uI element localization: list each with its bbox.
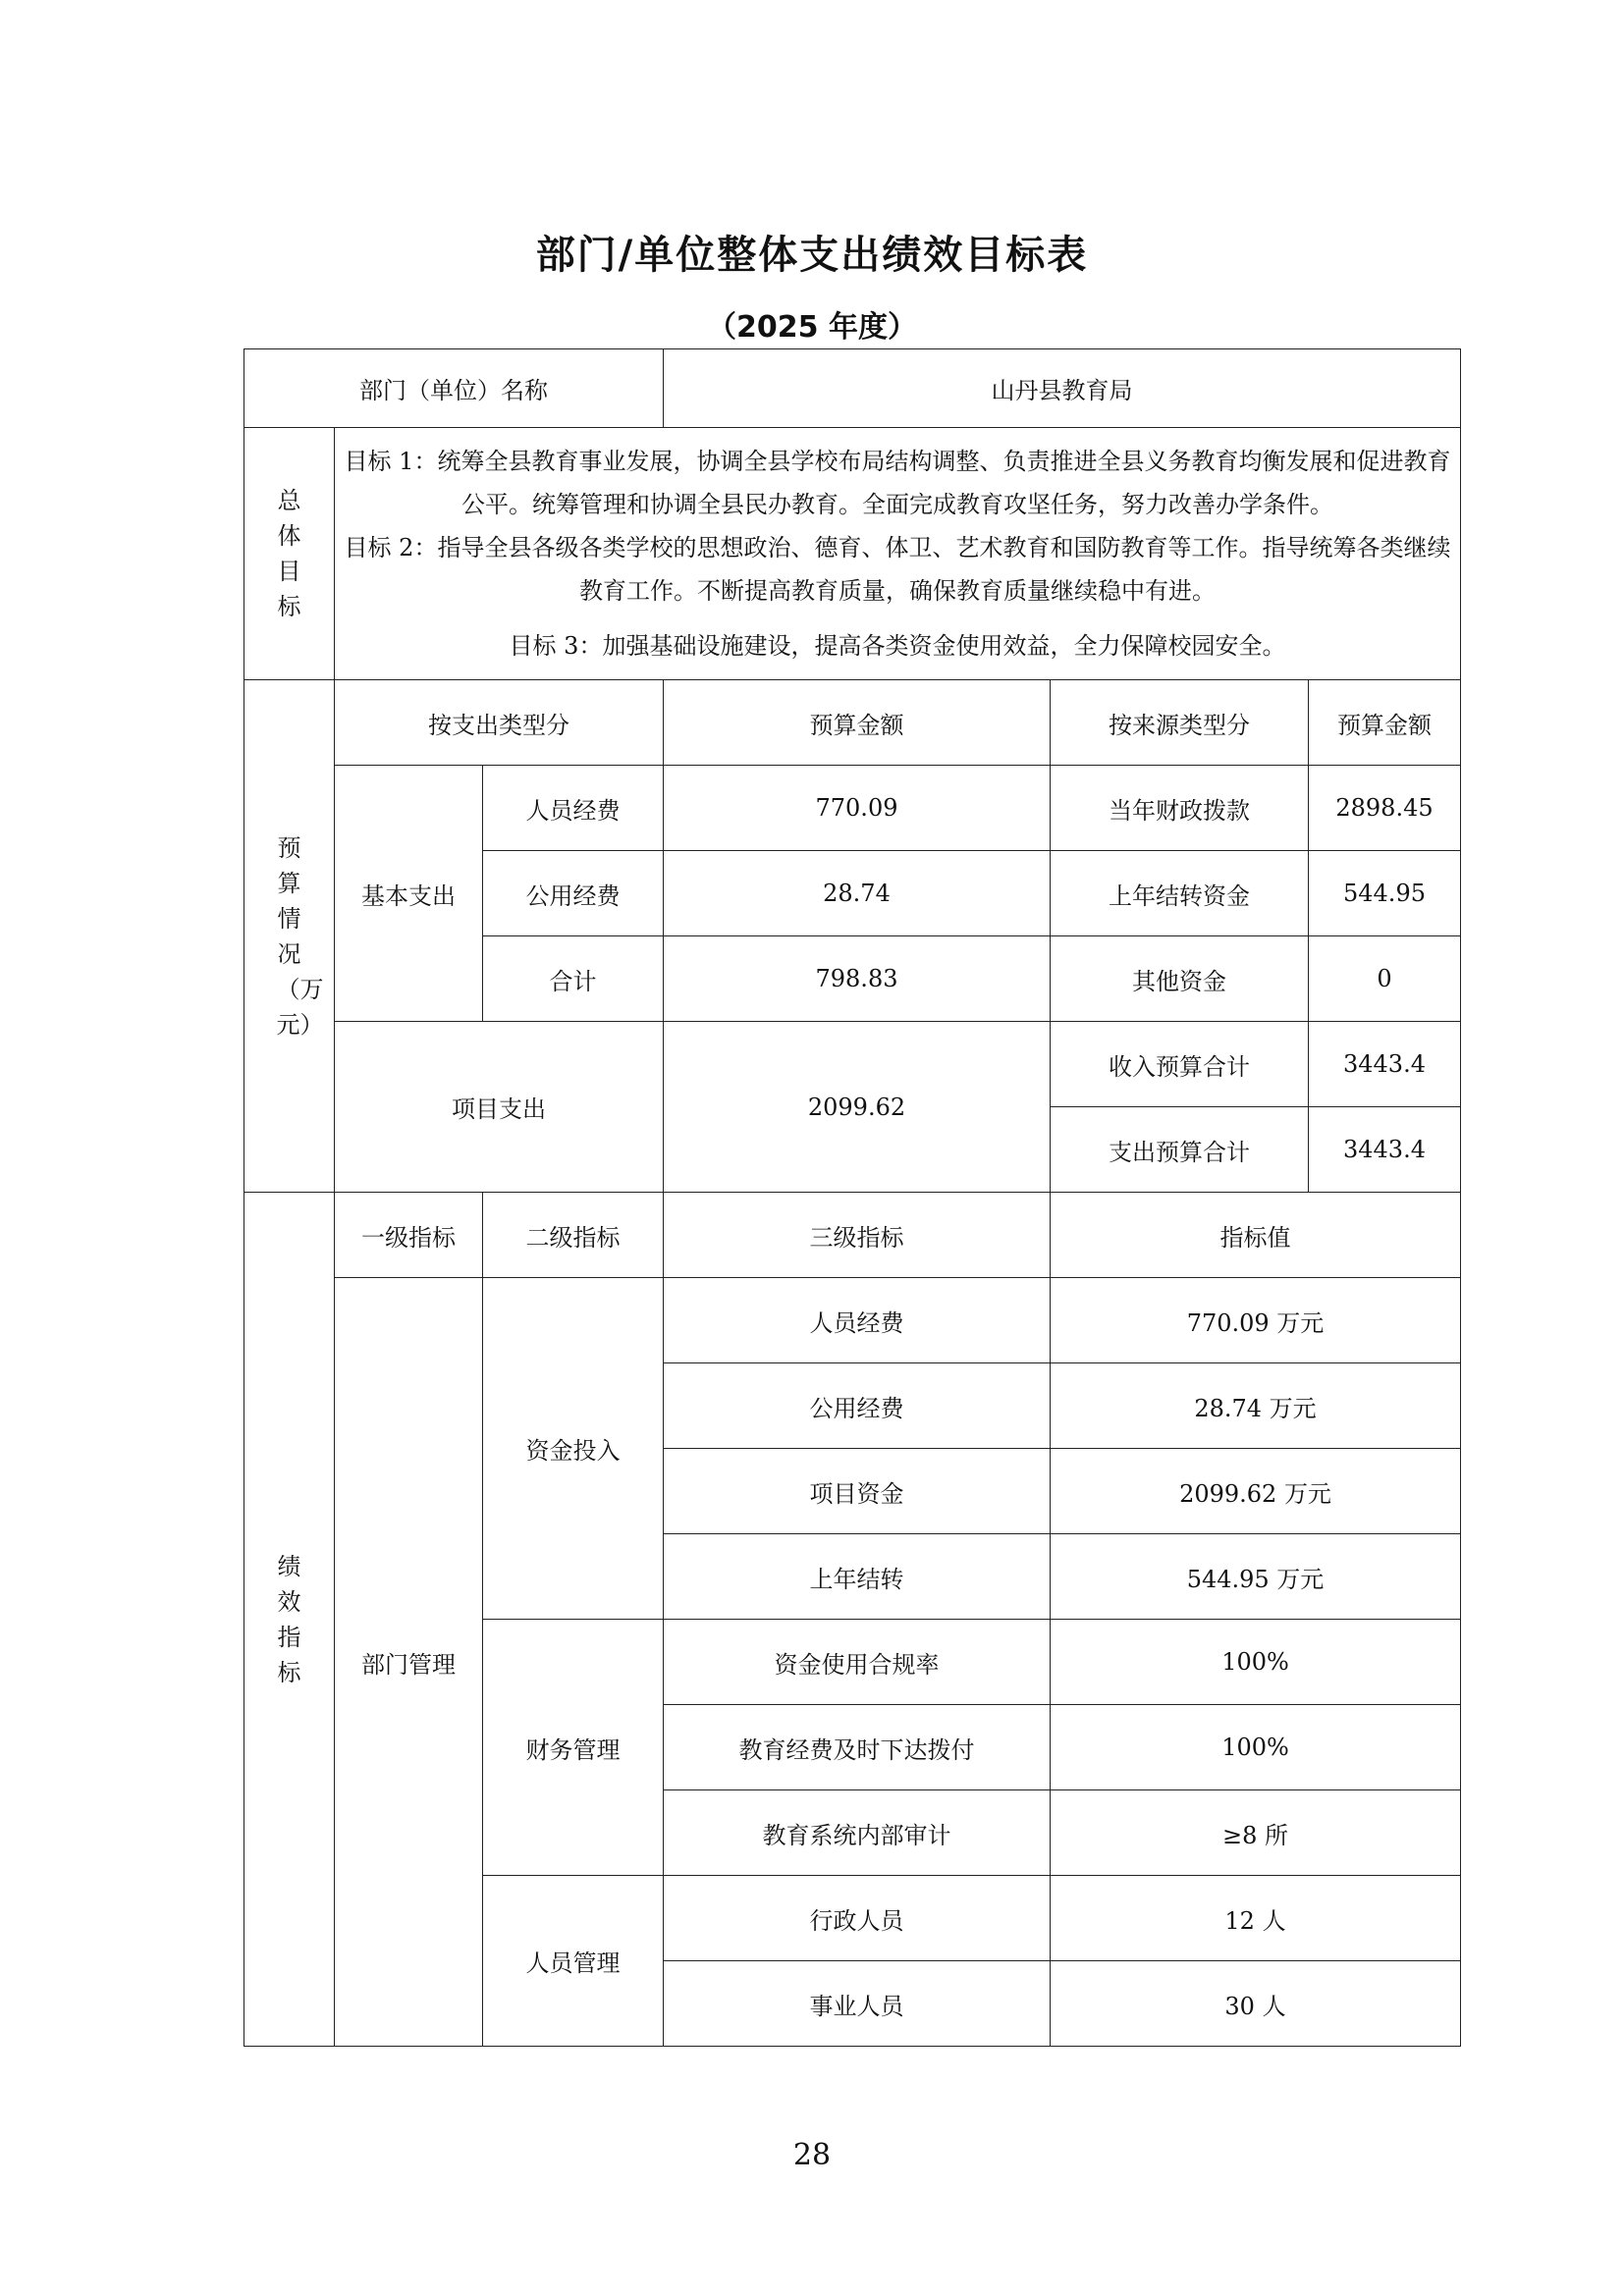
indicator-header-level2: 二级指标 [483, 1193, 664, 1278]
source-name: 其他资金 [1051, 936, 1309, 1022]
indicator-value: 770.09 万元 [1051, 1278, 1461, 1363]
indicator-value: 544.95 万元 [1051, 1534, 1461, 1620]
source-amount: 544.95 [1309, 851, 1461, 936]
indicators-label-cell [244, 1193, 335, 2047]
dept-value: 山丹县教育局 [664, 349, 1461, 428]
indicator-group-name: 财务管理 [483, 1620, 664, 1876]
indicator-header-level3: 三级指标 [664, 1193, 1051, 1278]
goal-3: 目标 3：加强基础设施建设，提高各类资金使用效益，全力保障校园安全。 [509, 632, 1286, 660]
indicator-value: 2099.62 万元 [1051, 1449, 1461, 1534]
indicator-name: 公用经费 [664, 1363, 1051, 1449]
basic-row-amount: 798.83 [664, 936, 1051, 1022]
budget-header-by-source: 按来源类型分 [1051, 680, 1309, 766]
dept-row [244, 349, 1461, 428]
budget-label-cell [244, 680, 335, 1193]
indicator-header-level1: 一级指标 [335, 1193, 483, 1278]
goals-label: 总体目标 [277, 487, 301, 620]
budget-header-row [244, 680, 1461, 766]
budget-header-amount2: 预算金额 [1309, 680, 1461, 766]
income-total-amount: 3443.4 [1309, 1022, 1461, 1107]
source-amount: 2898.45 [1309, 766, 1461, 851]
year-subtitle: （2025 年度） [707, 310, 917, 345]
indicator-group-name: 人员管理 [483, 1876, 664, 2047]
source-name: 上年结转资金 [1051, 851, 1309, 936]
basic-row-name: 人员经费 [483, 766, 664, 851]
dept-label: 部门（单位）名称 [244, 349, 664, 428]
indicator-name: 行政人员 [664, 1876, 1051, 1961]
source-amount: 0 [1309, 936, 1461, 1022]
indicator-level1: 部门管理 [335, 1278, 483, 2047]
indicator-value: ≥8 所 [1051, 1790, 1461, 1876]
indicator-value: 100% [1051, 1620, 1461, 1705]
performance-table [244, 348, 1461, 2047]
source-name: 当年财政拨款 [1051, 766, 1309, 851]
basic-row-name: 公用经费 [483, 851, 664, 936]
indicators-label: 绩效指标 [277, 1552, 301, 1686]
indicator-name: 人员经费 [664, 1278, 1051, 1363]
indicator-name: 教育经费及时下达拨付 [664, 1705, 1051, 1790]
budget-label: 预算情况（万元） [276, 833, 324, 1039]
indicator-group-name: 资金投入 [483, 1278, 664, 1620]
budget-header-by-type: 按支出类型分 [335, 680, 664, 766]
basic-row-amount: 770.09 [664, 766, 1051, 851]
expense-total-amount: 3443.4 [1309, 1107, 1461, 1193]
indicator-name: 事业人员 [664, 1961, 1051, 2047]
basic-expense-label: 基本支出 [335, 766, 483, 1022]
indicator-value: 28.74 万元 [1051, 1363, 1461, 1449]
indicator-header-value: 指标值 [1051, 1193, 1461, 1278]
budget-row [244, 1022, 1461, 1107]
indicator-header-row [244, 1193, 1461, 1278]
basic-row-name: 合计 [483, 936, 664, 1022]
project-expense-amount: 2099.62 [664, 1022, 1051, 1193]
page-title: 部门/单位整体支出绩效目标表 [535, 233, 1089, 278]
goals-label-cell [244, 428, 335, 680]
indicator-row [244, 1278, 1461, 1363]
goal-1: 目标 1：统筹全县教育事业发展，协调全县学校布局结构调整、负责推进全县义务教育均衡发展和促进教育公平。统筹管理和协调全县民办教育。全面完成教育攻坚任务，努力改善办学条件。 [344, 448, 1451, 518]
indicator-name: 上年结转 [664, 1534, 1051, 1620]
expense-total-label: 支出预算合计 [1051, 1107, 1309, 1193]
indicator-value: 12 人 [1051, 1876, 1461, 1961]
indicator-value: 100% [1051, 1705, 1461, 1790]
indicator-name: 项目资金 [664, 1449, 1051, 1534]
budget-header-amount: 预算金额 [664, 680, 1051, 766]
indicator-value: 30 人 [1051, 1961, 1461, 2047]
goals-content [335, 428, 1461, 680]
page-number: 28 [792, 2138, 832, 2172]
goal-2: 目标 2：指导全县各级各类学校的思想政治、德育、体卫、艺术教育和国防教育等工作。指导统筹各类继续教育工作。不断提高教育质量，确保教育质量继续稳中有进。 [344, 534, 1451, 605]
income-total-label: 收入预算合计 [1051, 1022, 1309, 1107]
goals-row [244, 428, 1461, 680]
basic-row-amount: 28.74 [664, 851, 1051, 936]
indicator-name: 教育系统内部审计 [664, 1790, 1051, 1876]
project-expense-label: 项目支出 [335, 1022, 664, 1193]
indicator-name: 资金使用合规率 [664, 1620, 1051, 1705]
budget-row [244, 766, 1461, 851]
